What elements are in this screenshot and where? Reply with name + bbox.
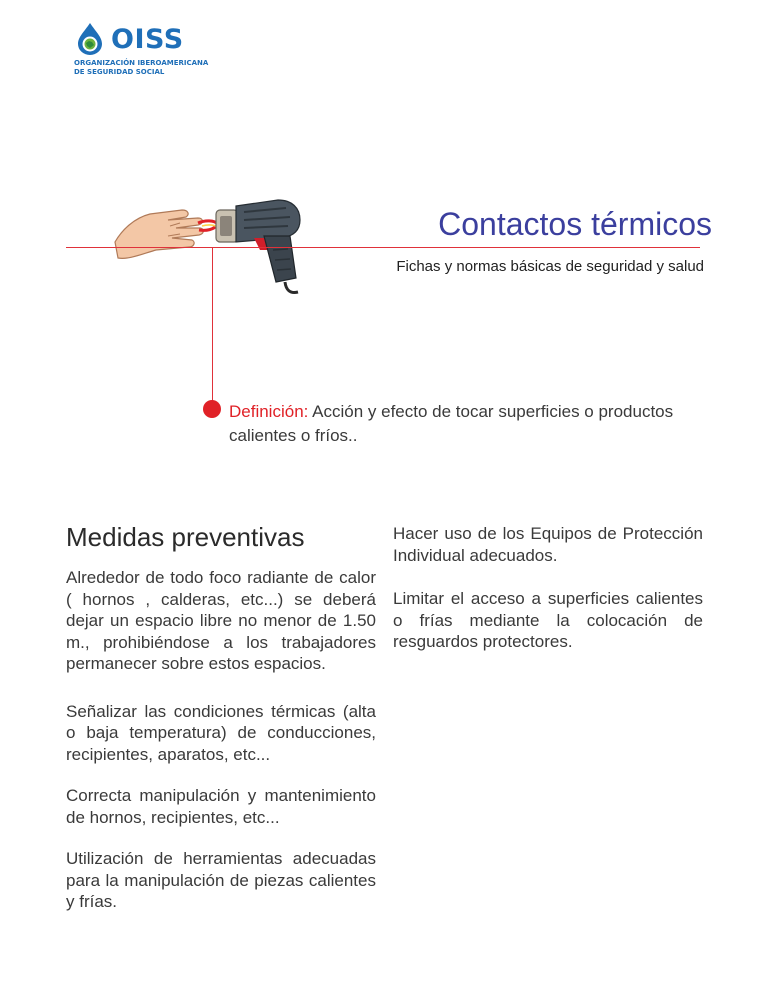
definition-block xyxy=(229,400,719,448)
definition-label: Definición: xyxy=(229,402,309,421)
heat-gun-icon xyxy=(110,170,310,300)
measure-item: Limitar el acceso a superficies calientes o frías mediante la colocación de resguardos protectores. xyxy=(393,589,703,651)
oiss-logo xyxy=(74,22,214,84)
page-subtitle: Fichas y normas básicas de seguridad y salud xyxy=(396,258,704,275)
measure-item: Correcta manipulación y mantenimiento de hornos, recipientes, etc... xyxy=(66,786,376,827)
oiss-drop-icon xyxy=(74,22,106,56)
measure-item: Alrededor de todo foco radiante de calor ( hornos , calderas, etc...) se deberá dejar un espacio libre no menor de 1.50 m., prohibiéndose a los trabajadores permanecer sobre estos espacios. xyxy=(66,568,376,673)
logo-subtitle-line2: DE SEGURIDAD SOCIAL xyxy=(74,68,165,76)
measure-item: Utilización de herramientas adecuadas para la manipulación de piezas calientes y frías. xyxy=(66,849,376,911)
leader-line xyxy=(212,247,213,409)
measures-right-column xyxy=(393,523,703,675)
page-title: Contactos térmicos xyxy=(438,206,712,242)
logo-name: OISS xyxy=(111,24,184,55)
logo-subtitle-line1: ORGANIZACIÓN IBEROAMERICANA xyxy=(74,59,209,67)
section-title: Medidas preventivas xyxy=(66,522,305,552)
measures-left-column xyxy=(66,567,376,933)
measure-item: Señalizar las condiciones térmicas (alta o baja temperatura) de conducciones, recipientes, aparatos, etc... xyxy=(66,701,376,764)
definition-bullet xyxy=(203,400,221,418)
logo-subtitle xyxy=(74,59,214,77)
definition-text: Acción y efecto de tocar superficies o productos calientes o fríos.. xyxy=(229,402,674,445)
measure-item: Hacer uso de los Equipos de Protección Individual adecuados. xyxy=(393,524,703,565)
header-rule xyxy=(66,247,700,248)
